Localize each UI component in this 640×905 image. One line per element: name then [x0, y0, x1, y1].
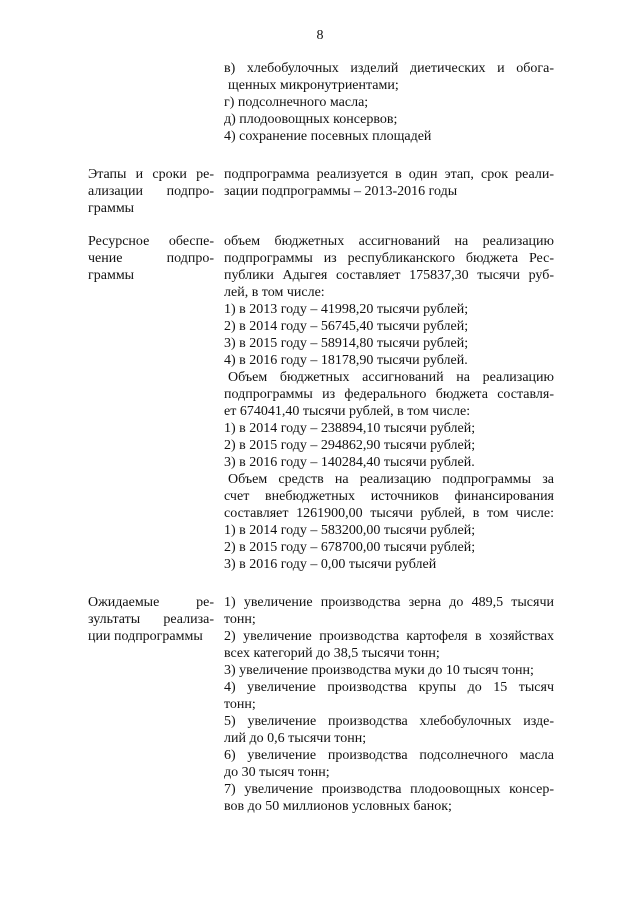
intro-line: в) хлебобулочных изделий диетических и обога- — [224, 61, 554, 76]
content-line: 7) увеличение производства плодоовощных консер- — [224, 782, 554, 797]
page-number: 8 — [316, 28, 324, 43]
content-line: 1) в 2013 году – 41998,20 тысячи рублей; — [224, 302, 469, 317]
content-line: 5) увеличение производства хлебобулочных изде- — [224, 714, 554, 729]
content-line: ет 674041,40 тысячи рублей, в том числе: — [224, 404, 471, 419]
intro-content — [224, 60, 554, 145]
content-line: 3) в 2015 году – 58914,80 тысячи рублей; — [224, 336, 469, 351]
content-line: 1) в 2014 году – 238894,10 тысячи рублей; — [224, 421, 476, 436]
results-content — [224, 594, 554, 815]
content-line: 3) в 2016 году – 140284,40 тысячи рублей. — [224, 455, 475, 470]
label-line: Ресурсное обеспе- — [88, 234, 214, 249]
intro-line: д) плодоовощных консервов; — [224, 112, 398, 127]
content-line: 4) увеличение производства крупы до 15 тысяч — [224, 680, 554, 695]
resources-content — [224, 233, 554, 573]
label-line: зультаты реализа- — [88, 612, 214, 627]
content-line: 3) в 2016 году – 0,00 тысячи рублей — [224, 557, 437, 572]
content-line: 2) в 2015 году – 294862,90 тысячи рублей; — [224, 438, 476, 453]
content-line: подпрограмма реализуется в один этап, срок реали- — [224, 167, 554, 182]
content-line: тонн; — [224, 697, 256, 712]
content-line: лий до 0,6 тысячи тонн; — [224, 731, 367, 746]
content-line: 3) увеличение производства муки до 10 тысяч тонн; — [224, 663, 534, 678]
content-line: до 30 тысяч тонн; — [224, 765, 330, 780]
content-line: счет внебюджетных источников финансирования — [224, 489, 554, 504]
content-line: составляет 1261900,00 тысячи рублей, в том числе: — [224, 506, 554, 521]
label-line: Этапы и сроки ре- — [88, 167, 214, 182]
content-line: 2) увеличение производства картофеля в хозяйствах — [224, 629, 554, 644]
content-line: публики Адыгея составляет 175837,30 тысячи руб- — [224, 268, 554, 283]
content-line: 4) в 2016 году – 18178,90 тысячи рублей. — [224, 353, 468, 368]
intro-line: щенных микронутриентами; — [228, 78, 399, 93]
content-line: Объем бюджетных ассигнований на реализацию — [228, 370, 554, 385]
intro-line: 4) сохранение посевных площадей — [224, 129, 432, 144]
label-line: ции подпрограммы — [88, 629, 203, 644]
label-line: Ожидаемые ре- — [88, 595, 214, 610]
content-line: объем бюджетных ассигнований на реализацию — [224, 234, 554, 249]
stages-label — [88, 166, 214, 217]
stages-content — [224, 166, 554, 200]
content-line: 6) увеличение производства подсолнечного масла — [224, 748, 554, 763]
label-line: граммы — [88, 268, 135, 283]
content-line: лей, в том числе: — [224, 285, 325, 300]
content-line: зации подпрограммы – 2013-2016 годы — [224, 184, 458, 199]
content-line: 1) в 2014 году – 583200,00 тысячи рублей; — [224, 523, 476, 538]
content-line: вов до 50 миллионов условных банок; — [224, 799, 452, 814]
content-line: всех категорий до 38,5 тысячи тонн; — [224, 646, 440, 661]
content-line: подпрограммы из федерального бюджета составля- — [224, 387, 554, 402]
resources-label — [88, 233, 214, 284]
content-line: 1) увеличение производства зерна до 489,5 тысячи — [224, 595, 554, 610]
label-line: ализации подпро- — [88, 184, 214, 199]
label-line: граммы — [88, 201, 135, 216]
intro-line: г) подсолнечного масла; — [224, 95, 369, 110]
content-line: тонн; — [224, 612, 256, 627]
content-line: 2) в 2014 году – 56745,40 тысячи рублей; — [224, 319, 469, 334]
content-line: 2) в 2015 году – 678700,00 тысячи рублей; — [224, 540, 476, 555]
results-label — [88, 594, 214, 645]
label-line: чение подпро- — [88, 251, 214, 266]
content-line: подпрограммы из республиканского бюджета Рес- — [224, 251, 554, 266]
content-line: Объем средств на реализацию подпрограммы за — [228, 472, 554, 487]
